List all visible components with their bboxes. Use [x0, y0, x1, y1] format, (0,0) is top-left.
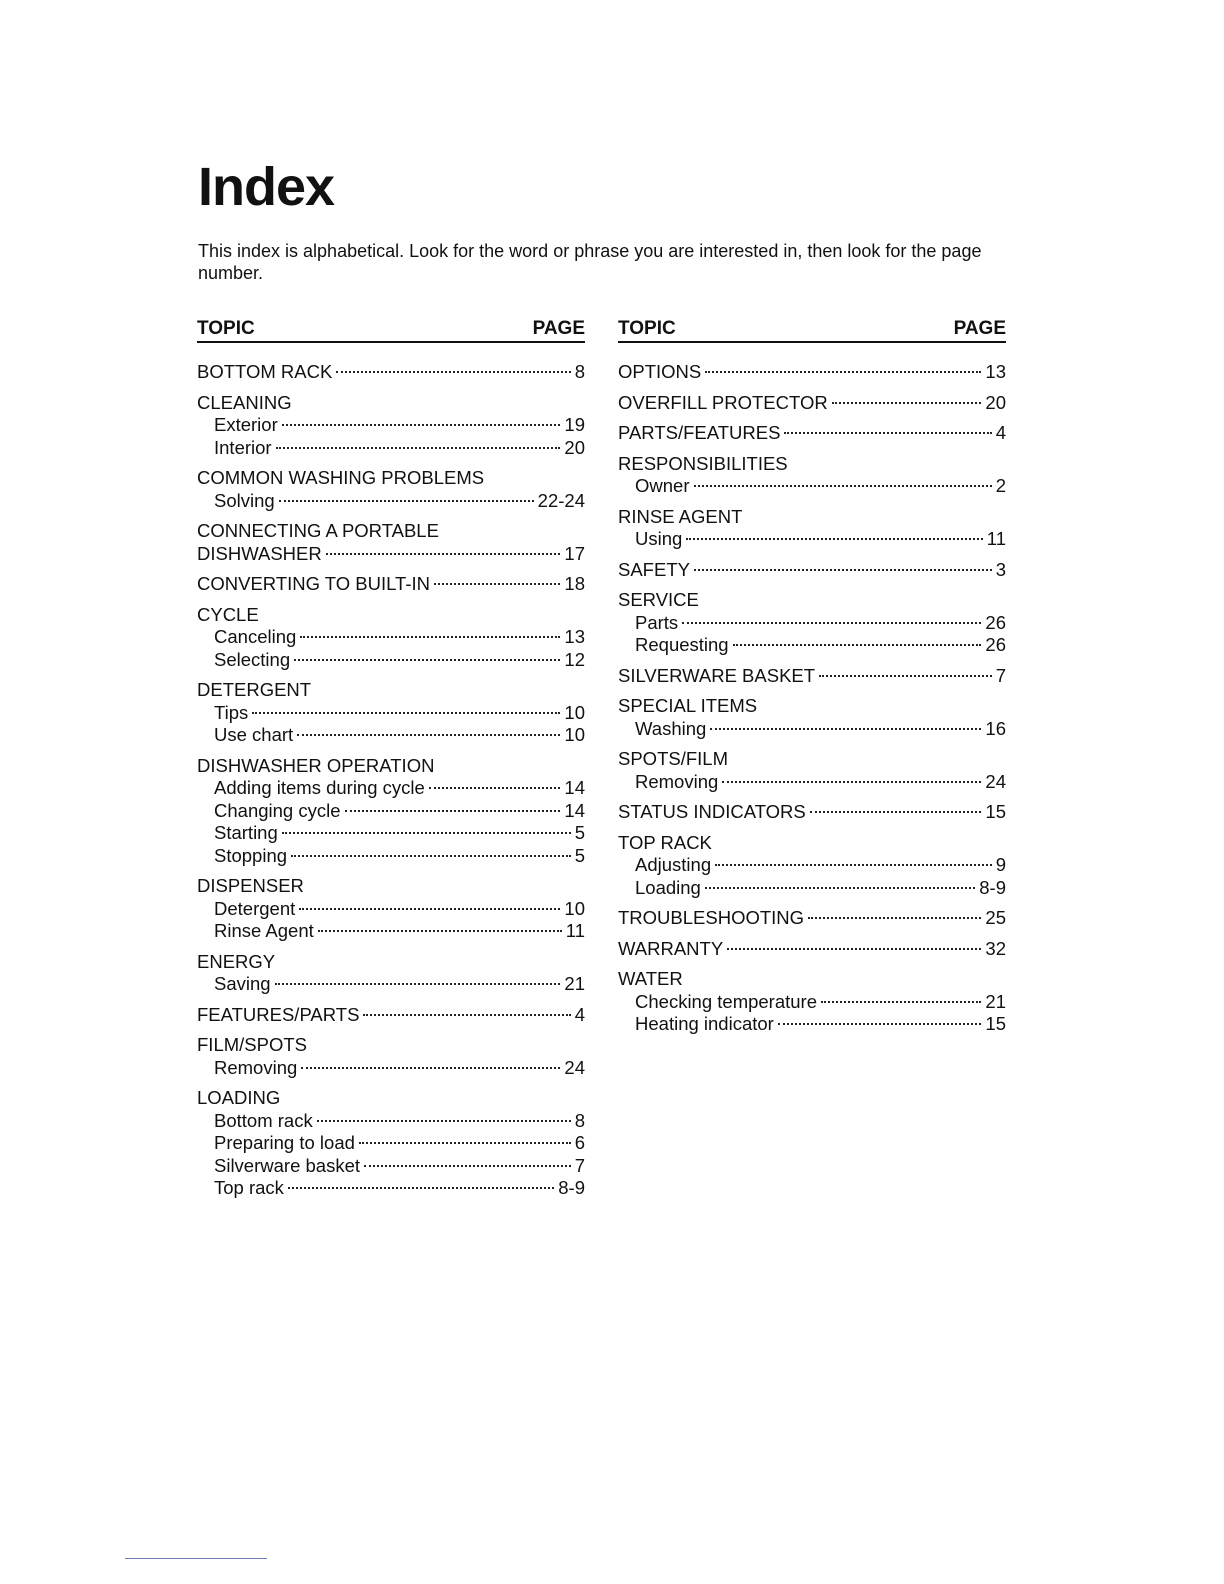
index-subentry: [197, 437, 585, 460]
dot-leader: [778, 1023, 982, 1025]
page-number: 14: [564, 777, 585, 798]
page-number: 21: [564, 973, 585, 994]
dot-leader: [291, 855, 571, 857]
entry-label: ENERGY: [197, 950, 276, 972]
page-number: 25: [985, 907, 1006, 928]
entry-label: Washing: [635, 717, 707, 739]
dot-leader: [694, 485, 992, 487]
entry-label: Saving: [214, 973, 271, 994]
entry-label: CONVERTING TO BUILT-IN: [197, 573, 431, 594]
entry-label: RINSE AGENT: [618, 505, 743, 527]
dot-leader: [317, 1120, 571, 1122]
index-entry: [197, 679, 585, 747]
entry-label: SPOTS/FILM: [618, 748, 728, 769]
index-entry: [197, 1087, 585, 1200]
index-entry: [618, 832, 1006, 900]
index-subentry: [197, 490, 585, 513]
page-number: 10: [564, 897, 585, 919]
entry-label: Removing: [635, 770, 719, 792]
intro-text: This index is alphabetical. Look for the word or phrase you are interested in, then look for the page number.: [198, 241, 982, 283]
index-entry: [197, 361, 585, 384]
index-entry-row: [618, 453, 1006, 476]
entry-label: Stopping: [214, 844, 288, 866]
index-entry-row: [618, 422, 1006, 445]
index-entry-row: [197, 1087, 585, 1110]
index-subentry: [197, 1110, 585, 1133]
dot-leader: [682, 622, 981, 624]
page-number: 24: [564, 1056, 585, 1078]
entry-label: TROUBLESHOOTING: [618, 907, 805, 928]
page-number: 13: [985, 361, 1006, 382]
page-number: 19: [564, 414, 585, 435]
page-number: 11: [986, 528, 1006, 549]
entry-label: DETERGENT: [197, 679, 312, 700]
index-entry-row: [197, 392, 585, 415]
index-entry-row: [197, 951, 585, 974]
entry-label: Adjusting: [635, 854, 712, 875]
dot-leader: [434, 583, 560, 585]
index-entry: [618, 907, 1006, 930]
index-entry: [197, 467, 585, 512]
entry-label: FILM/SPOTS: [197, 1034, 307, 1055]
page-number: 3: [995, 558, 1006, 580]
dot-leader: [282, 832, 571, 834]
index-entry-row: [618, 506, 1006, 529]
entry-label: Use chart: [214, 724, 294, 745]
page-number: 10: [564, 724, 585, 745]
index-subentry: [618, 612, 1006, 635]
entry-label: STATUS INDICATORS: [618, 801, 806, 822]
entry-label: Canceling: [214, 626, 297, 647]
entry-label: Requesting: [635, 634, 729, 655]
index-subentry: [618, 877, 1006, 900]
dot-leader: [282, 424, 561, 426]
index-entry: [618, 665, 1006, 688]
index-entry-row: [197, 467, 585, 490]
entry-label: Adding items during cycle: [214, 777, 425, 798]
entry-label: RESPONSIBILITIES: [618, 452, 788, 474]
dot-leader: [832, 402, 982, 404]
index-entry: [618, 801, 1006, 824]
dot-leader: [705, 371, 981, 373]
page-header: PAGE: [953, 318, 1006, 339]
dot-leader: [301, 1067, 560, 1069]
entry-label: Checking temperature: [635, 990, 818, 1012]
page-number: 32: [985, 937, 1006, 959]
dot-leader: [686, 538, 982, 540]
page-number: 26: [985, 611, 1006, 633]
index-entry-row: [618, 968, 1006, 991]
index-entry-list: [197, 361, 585, 1200]
page-number: 6: [574, 1132, 585, 1153]
index-subentry: [197, 845, 585, 868]
dot-leader: [252, 712, 560, 714]
entry-label: DISHWASHER OPERATION: [197, 754, 435, 776]
page-number: 8: [574, 1109, 585, 1131]
page-number: 8-9: [979, 876, 1006, 898]
entry-label: TOP RACK: [618, 831, 712, 853]
index-entry-row: [618, 748, 1006, 771]
page-number: 17: [564, 542, 585, 564]
entry-label: Removing: [214, 1056, 298, 1078]
entry-label: SERVICE: [618, 589, 699, 610]
entry-label: SAFETY: [618, 558, 690, 580]
index-entry-row: [197, 755, 585, 778]
dot-leader: [694, 569, 992, 571]
index-subentry: [197, 822, 585, 845]
index-entry-row: [618, 801, 1006, 824]
entry-label: Rinse Agent: [214, 920, 314, 941]
index-subentry: [197, 973, 585, 996]
index-entry: [618, 392, 1006, 415]
page-number: 20: [564, 436, 585, 458]
dot-leader: [715, 864, 992, 866]
index-entry-row: [618, 589, 1006, 612]
dot-leader: [429, 787, 561, 789]
index-entry: [618, 968, 1006, 1036]
index-subentry: [618, 1013, 1006, 1036]
entry-label: Parts: [635, 611, 679, 633]
right-index-column: [618, 318, 1006, 1044]
page-number: 16: [985, 717, 1006, 739]
dot-leader: [359, 1142, 571, 1144]
dot-leader: [299, 908, 560, 910]
entry-label: OVERFILL PROTECTOR: [618, 391, 828, 413]
dot-leader: [705, 887, 975, 889]
index-subentry: [618, 991, 1006, 1014]
entry-label: Solving: [214, 489, 275, 511]
dot-leader: [276, 447, 561, 449]
index-entry-row: [197, 543, 585, 566]
dot-leader: [819, 675, 992, 677]
bottom-rule: [125, 1558, 267, 1559]
page-number: 2: [995, 475, 1006, 496]
dot-leader: [810, 811, 982, 813]
index-entry-row: [197, 604, 585, 627]
dot-leader: [318, 930, 562, 932]
index-entry: [197, 520, 585, 565]
index-subentry: [618, 771, 1006, 794]
index-subentry: [618, 854, 1006, 877]
dot-leader: [364, 1165, 571, 1167]
index-subentry: [197, 777, 585, 800]
page-number: 7: [995, 664, 1006, 686]
index-subentry: [618, 475, 1006, 498]
index-entry-list: [618, 361, 1006, 1036]
left-index-column: [197, 318, 585, 1208]
index-entry: [197, 604, 585, 672]
index-entry-row: [197, 361, 585, 384]
dot-leader: [727, 948, 981, 950]
dot-leader: [279, 500, 534, 502]
entry-label: Selecting: [214, 648, 291, 670]
index-entry: [618, 506, 1006, 551]
index-subentry: [197, 414, 585, 437]
index-entry-row: [197, 1004, 585, 1027]
index-entry: [618, 361, 1006, 384]
dot-leader: [808, 917, 981, 919]
entry-label: WARRANTY: [618, 937, 724, 959]
page-number: 20: [985, 391, 1006, 413]
index-entry: [618, 422, 1006, 445]
page-header: PAGE: [532, 318, 585, 339]
index-entry-row: [197, 520, 585, 543]
index-subentry: [197, 898, 585, 921]
entry-label: COMMON WASHING PROBLEMS: [197, 467, 485, 488]
dot-leader: [297, 734, 560, 736]
entry-label: SPECIAL ITEMS: [618, 695, 758, 716]
entry-label: DISHWASHER: [197, 542, 322, 564]
entry-label: Owner: [635, 475, 690, 496]
index-entry-row: [197, 1034, 585, 1057]
index-subentry: [197, 800, 585, 823]
index-entry-row: [618, 392, 1006, 415]
page-number: 18: [564, 573, 585, 594]
index-subentry: [197, 1132, 585, 1155]
dot-leader: [821, 1001, 981, 1003]
entry-label: CYCLE: [197, 603, 259, 625]
page-number: 15: [985, 801, 1006, 822]
page-title: Index: [198, 157, 335, 217]
entry-label: Changing cycle: [214, 799, 341, 821]
dot-leader: [710, 728, 981, 730]
entry-label: CONNECTING A PORTABLE: [197, 520, 439, 541]
page-number: 22-24: [537, 489, 585, 511]
page-number: 4: [574, 1003, 585, 1025]
entry-label: Loading: [635, 876, 701, 898]
entry-label: CLEANING: [197, 391, 292, 413]
page-number: 14: [564, 799, 585, 821]
entry-label: Detergent: [214, 897, 296, 919]
entry-label: Heating indicator: [635, 1013, 774, 1034]
page-number: 24: [985, 770, 1006, 792]
entry-label: BOTTOM RACK: [197, 361, 333, 382]
index-entry-row: [197, 573, 585, 596]
index-entry-row: [618, 938, 1006, 961]
entry-label: Bottom rack: [214, 1109, 313, 1131]
column-header: [197, 318, 585, 343]
dot-leader: [336, 371, 570, 373]
index-entry: [618, 559, 1006, 582]
entry-label: Interior: [214, 436, 272, 458]
page-number: 4: [995, 422, 1006, 443]
index-subentry: [197, 724, 585, 747]
dot-leader: [294, 659, 560, 661]
page-number: 8: [574, 361, 585, 382]
page-number: 9: [995, 854, 1006, 875]
page-number: 15: [985, 1013, 1006, 1034]
topic-header: TOPIC: [618, 318, 676, 339]
page-number: 12: [564, 648, 585, 670]
entry-label: SILVERWARE BASKET: [618, 664, 816, 686]
page-number: 10: [564, 701, 585, 723]
entry-label: Silverware basket: [214, 1154, 361, 1176]
topic-header: TOPIC: [197, 318, 255, 339]
entry-label: FEATURES/PARTS: [197, 1003, 360, 1025]
index-entry: [197, 875, 585, 943]
index-entry-row: [618, 361, 1006, 384]
dot-leader: [275, 983, 561, 985]
index-entry: [618, 453, 1006, 498]
index-entry: [618, 695, 1006, 740]
entry-label: Tips: [214, 701, 249, 723]
entry-label: Top rack: [214, 1177, 284, 1198]
entry-label: Using: [635, 528, 683, 549]
entry-label: Exterior: [214, 414, 278, 435]
page-number: 5: [574, 844, 585, 866]
index-entry-row: [618, 665, 1006, 688]
index-subentry: [197, 626, 585, 649]
page-number: 7: [574, 1154, 585, 1176]
entry-label: LOADING: [197, 1087, 281, 1108]
entry-label: PARTS/FEATURES: [618, 422, 781, 443]
index-entry: [197, 951, 585, 996]
index-entry-row: [197, 875, 585, 898]
dot-leader: [326, 553, 561, 555]
index-subentry: [197, 649, 585, 672]
entry-label: Preparing to load: [214, 1132, 355, 1153]
index-entry: [618, 938, 1006, 961]
index-subentry: [618, 634, 1006, 657]
entry-label: Starting: [214, 822, 278, 843]
dot-leader: [300, 636, 560, 638]
index-subentry: [197, 702, 585, 725]
index-entry: [197, 392, 585, 460]
dot-leader: [345, 810, 561, 812]
page-number: 5: [574, 822, 585, 843]
page-number: 8-9: [558, 1177, 585, 1198]
index-subentry: [197, 1177, 585, 1200]
page-number: 13: [564, 626, 585, 647]
index-entry-row: [618, 695, 1006, 718]
index-entry: [618, 748, 1006, 793]
entry-label: DISPENSER: [197, 875, 304, 896]
index-entry: [197, 573, 585, 596]
index-entry-row: [197, 679, 585, 702]
dot-leader: [784, 432, 991, 434]
dot-leader: [363, 1014, 570, 1016]
index-subentry: [618, 718, 1006, 741]
index-entry-row: [618, 832, 1006, 855]
index-entry: [197, 1004, 585, 1027]
page-number: 11: [565, 920, 585, 941]
index-entry: [197, 755, 585, 868]
column-header: [618, 318, 1006, 343]
index-entry: [618, 589, 1006, 657]
index-entry-row: [618, 559, 1006, 582]
page-number: 21: [985, 990, 1006, 1012]
index-subentry: [197, 1155, 585, 1178]
entry-label: OPTIONS: [618, 361, 702, 382]
page-number: 26: [985, 634, 1006, 655]
entry-label: WATER: [618, 968, 683, 989]
dot-leader: [733, 644, 982, 646]
index-subentry: [618, 528, 1006, 551]
index-subentry: [197, 1057, 585, 1080]
dot-leader: [722, 781, 981, 783]
index-subentry: [197, 920, 585, 943]
dot-leader: [288, 1187, 554, 1189]
index-entry-row: [618, 907, 1006, 930]
index-entry: [197, 1034, 585, 1079]
